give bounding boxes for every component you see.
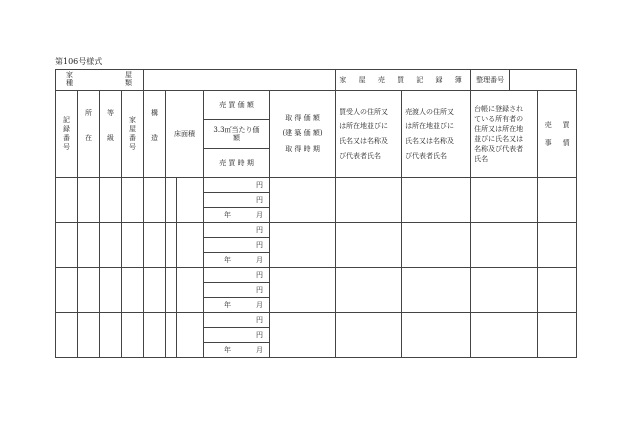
tsubo-kagaku-cell[interactable]: 円 (204, 238, 270, 253)
record-cell[interactable] (78, 268, 100, 313)
tsubo-kagaku-cell[interactable]: 円 (204, 193, 270, 208)
register-title: 家 屋 売 買 記 録 簿 (336, 70, 471, 91)
record-cell[interactable] (144, 178, 166, 223)
baibai-jijo-header (538, 91, 577, 178)
record-cell[interactable] (402, 178, 471, 223)
kaiukenin-line: 氏名又は名称及 (339, 137, 389, 145)
record-cell[interactable] (177, 313, 204, 358)
record-cell[interactable] (336, 178, 402, 223)
record-cell[interactable] (538, 268, 577, 313)
record-cell[interactable] (166, 268, 177, 313)
jotonin-line: 氏名又は名称及 (405, 137, 455, 145)
tsubo-kagaku-label: 3.3㎡当たり価 額 (204, 119, 269, 148)
shozai-header (78, 91, 100, 178)
jotonin-header (402, 91, 471, 178)
daicho-line: 並びに氏名又は (474, 135, 524, 143)
record-cell[interactable] (177, 223, 204, 268)
record-cell[interactable] (78, 223, 100, 268)
jotonin-line: 売渡人の住所又 (405, 107, 455, 116)
record-cell[interactable] (78, 313, 100, 358)
yuka-menseki-header: 床面積 (166, 91, 204, 178)
jotonin-line: は所在地並びに (405, 122, 455, 131)
baibai-kagaku-cell[interactable]: 円 (204, 268, 270, 283)
baibai-kagaku-label: 売 買 価 額 (219, 100, 254, 109)
daicho-header (471, 91, 538, 178)
kaoku-bango-label: 家屋番号 (128, 116, 137, 152)
record-cell[interactable] (336, 313, 402, 358)
record-cell[interactable] (100, 178, 122, 223)
record-cell[interactable] (122, 313, 144, 358)
record-cell[interactable] (402, 268, 471, 313)
baibai-jiki-cell[interactable]: 年 月 (204, 298, 270, 313)
record-cell[interactable] (78, 178, 100, 223)
tsubo-kagaku-cell[interactable]: 円 (204, 283, 270, 298)
seiri-bango-label: 整理番号 (471, 70, 510, 90)
daicho-line: 氏名 (474, 155, 489, 164)
kiroku-bango-header (56, 91, 78, 178)
baibai-jiki-cell[interactable]: 年 月 (204, 208, 270, 223)
record-cell[interactable] (56, 268, 78, 313)
kaoku-shurui-cell (56, 70, 144, 91)
baibai-jiki-cell[interactable]: 年 月 (204, 343, 270, 358)
record-cell[interactable] (471, 268, 538, 313)
daicho-line: 名称及び代表者 (474, 145, 524, 154)
record-cell[interactable] (177, 268, 204, 313)
form-number: 第106号様式 (55, 57, 103, 66)
jotonin-line: び代表者氏名 (405, 151, 448, 160)
record-cell[interactable] (471, 178, 538, 223)
shurui-char-2: 類 (125, 79, 132, 87)
daicho-line: 住所又は所在地 (474, 124, 524, 133)
kaoku-shurui-value[interactable] (144, 70, 336, 91)
record-cell[interactable] (166, 178, 177, 223)
record-cell[interactable] (336, 223, 402, 268)
record-cell[interactable] (270, 223, 336, 268)
shutoku-jiki-label: 取 得 時 期 (285, 144, 320, 153)
record-cell[interactable] (402, 313, 471, 358)
baibai-kagaku-cell[interactable]: 円 (204, 223, 270, 238)
record-cell[interactable] (538, 223, 577, 268)
daicho-line: ている所有者の (474, 114, 524, 123)
record-cell[interactable] (471, 223, 538, 268)
kaoku-char-2: 屋 (125, 71, 132, 79)
record-cell[interactable] (122, 178, 144, 223)
baibai-jiki-cell[interactable]: 年 月 (204, 253, 270, 268)
baibai-kagaku-cell[interactable]: 円 (204, 313, 270, 328)
record-cell[interactable] (270, 313, 336, 358)
record-cell[interactable] (471, 313, 538, 358)
record-cell[interactable] (336, 268, 402, 313)
seiri-bango-cell (471, 70, 577, 91)
record-cell[interactable] (100, 268, 122, 313)
record-row (56, 223, 577, 238)
kenchiku-kagaku-label: (建 築 価 額) (282, 129, 323, 138)
shutoku-kagaku-label: 取 得 価 額 (285, 113, 320, 122)
kaiukenin-line: は所在地並びに (339, 122, 389, 131)
record-cell[interactable] (144, 313, 166, 358)
record-cell[interactable] (538, 313, 577, 358)
kozo-label: 構造 (150, 109, 159, 159)
kaoku-bango-header (122, 91, 144, 178)
record-cell[interactable] (56, 178, 78, 223)
baibai-jiki-label: 売 買 時 期 (204, 148, 269, 177)
shozai-label: 所在 (84, 109, 93, 159)
record-cell[interactable] (166, 223, 177, 268)
daicho-line: 台帳に登録され (474, 104, 524, 113)
record-cell[interactable] (270, 178, 336, 223)
baibai-jijo-label: 売 買 事 情 (544, 120, 570, 147)
record-cell[interactable] (122, 223, 144, 268)
record-cell[interactable] (100, 313, 122, 358)
register-table (55, 69, 577, 358)
record-cell[interactable] (100, 223, 122, 268)
kozo-header (144, 91, 166, 178)
record-cell[interactable] (402, 223, 471, 268)
record-cell[interactable] (122, 268, 144, 313)
kaiukenin-line: び代表者氏名 (339, 151, 382, 160)
record-row (56, 178, 577, 193)
record-row (56, 268, 577, 283)
kaiukenin-header (336, 91, 402, 178)
kaiukenin-line: 買受人の住所又 (339, 107, 389, 116)
record-cell[interactable] (144, 223, 166, 268)
record-cell[interactable] (166, 313, 177, 358)
kaoku-char-1: 家 (66, 71, 73, 79)
record-cell[interactable] (177, 178, 204, 223)
baibai-kagaku-header (204, 91, 274, 178)
record-cell[interactable] (144, 268, 166, 313)
record-cell[interactable] (56, 313, 78, 358)
record-cell[interactable] (270, 268, 336, 313)
tsubo-kagaku-cell[interactable]: 円 (204, 328, 270, 343)
shutoku-header (270, 91, 336, 178)
seiri-bango-value[interactable] (510, 70, 576, 90)
record-cell[interactable] (56, 223, 78, 268)
baibai-kagaku-cell[interactable]: 円 (204, 178, 270, 193)
record-row (56, 313, 577, 328)
record-cell[interactable] (538, 178, 577, 223)
tokyu-label: 等級 (106, 109, 115, 159)
kiroku-bango-label: 記録番号 (62, 116, 71, 152)
shurui-char-1: 種 (66, 79, 73, 87)
tokyu-header (100, 91, 122, 178)
